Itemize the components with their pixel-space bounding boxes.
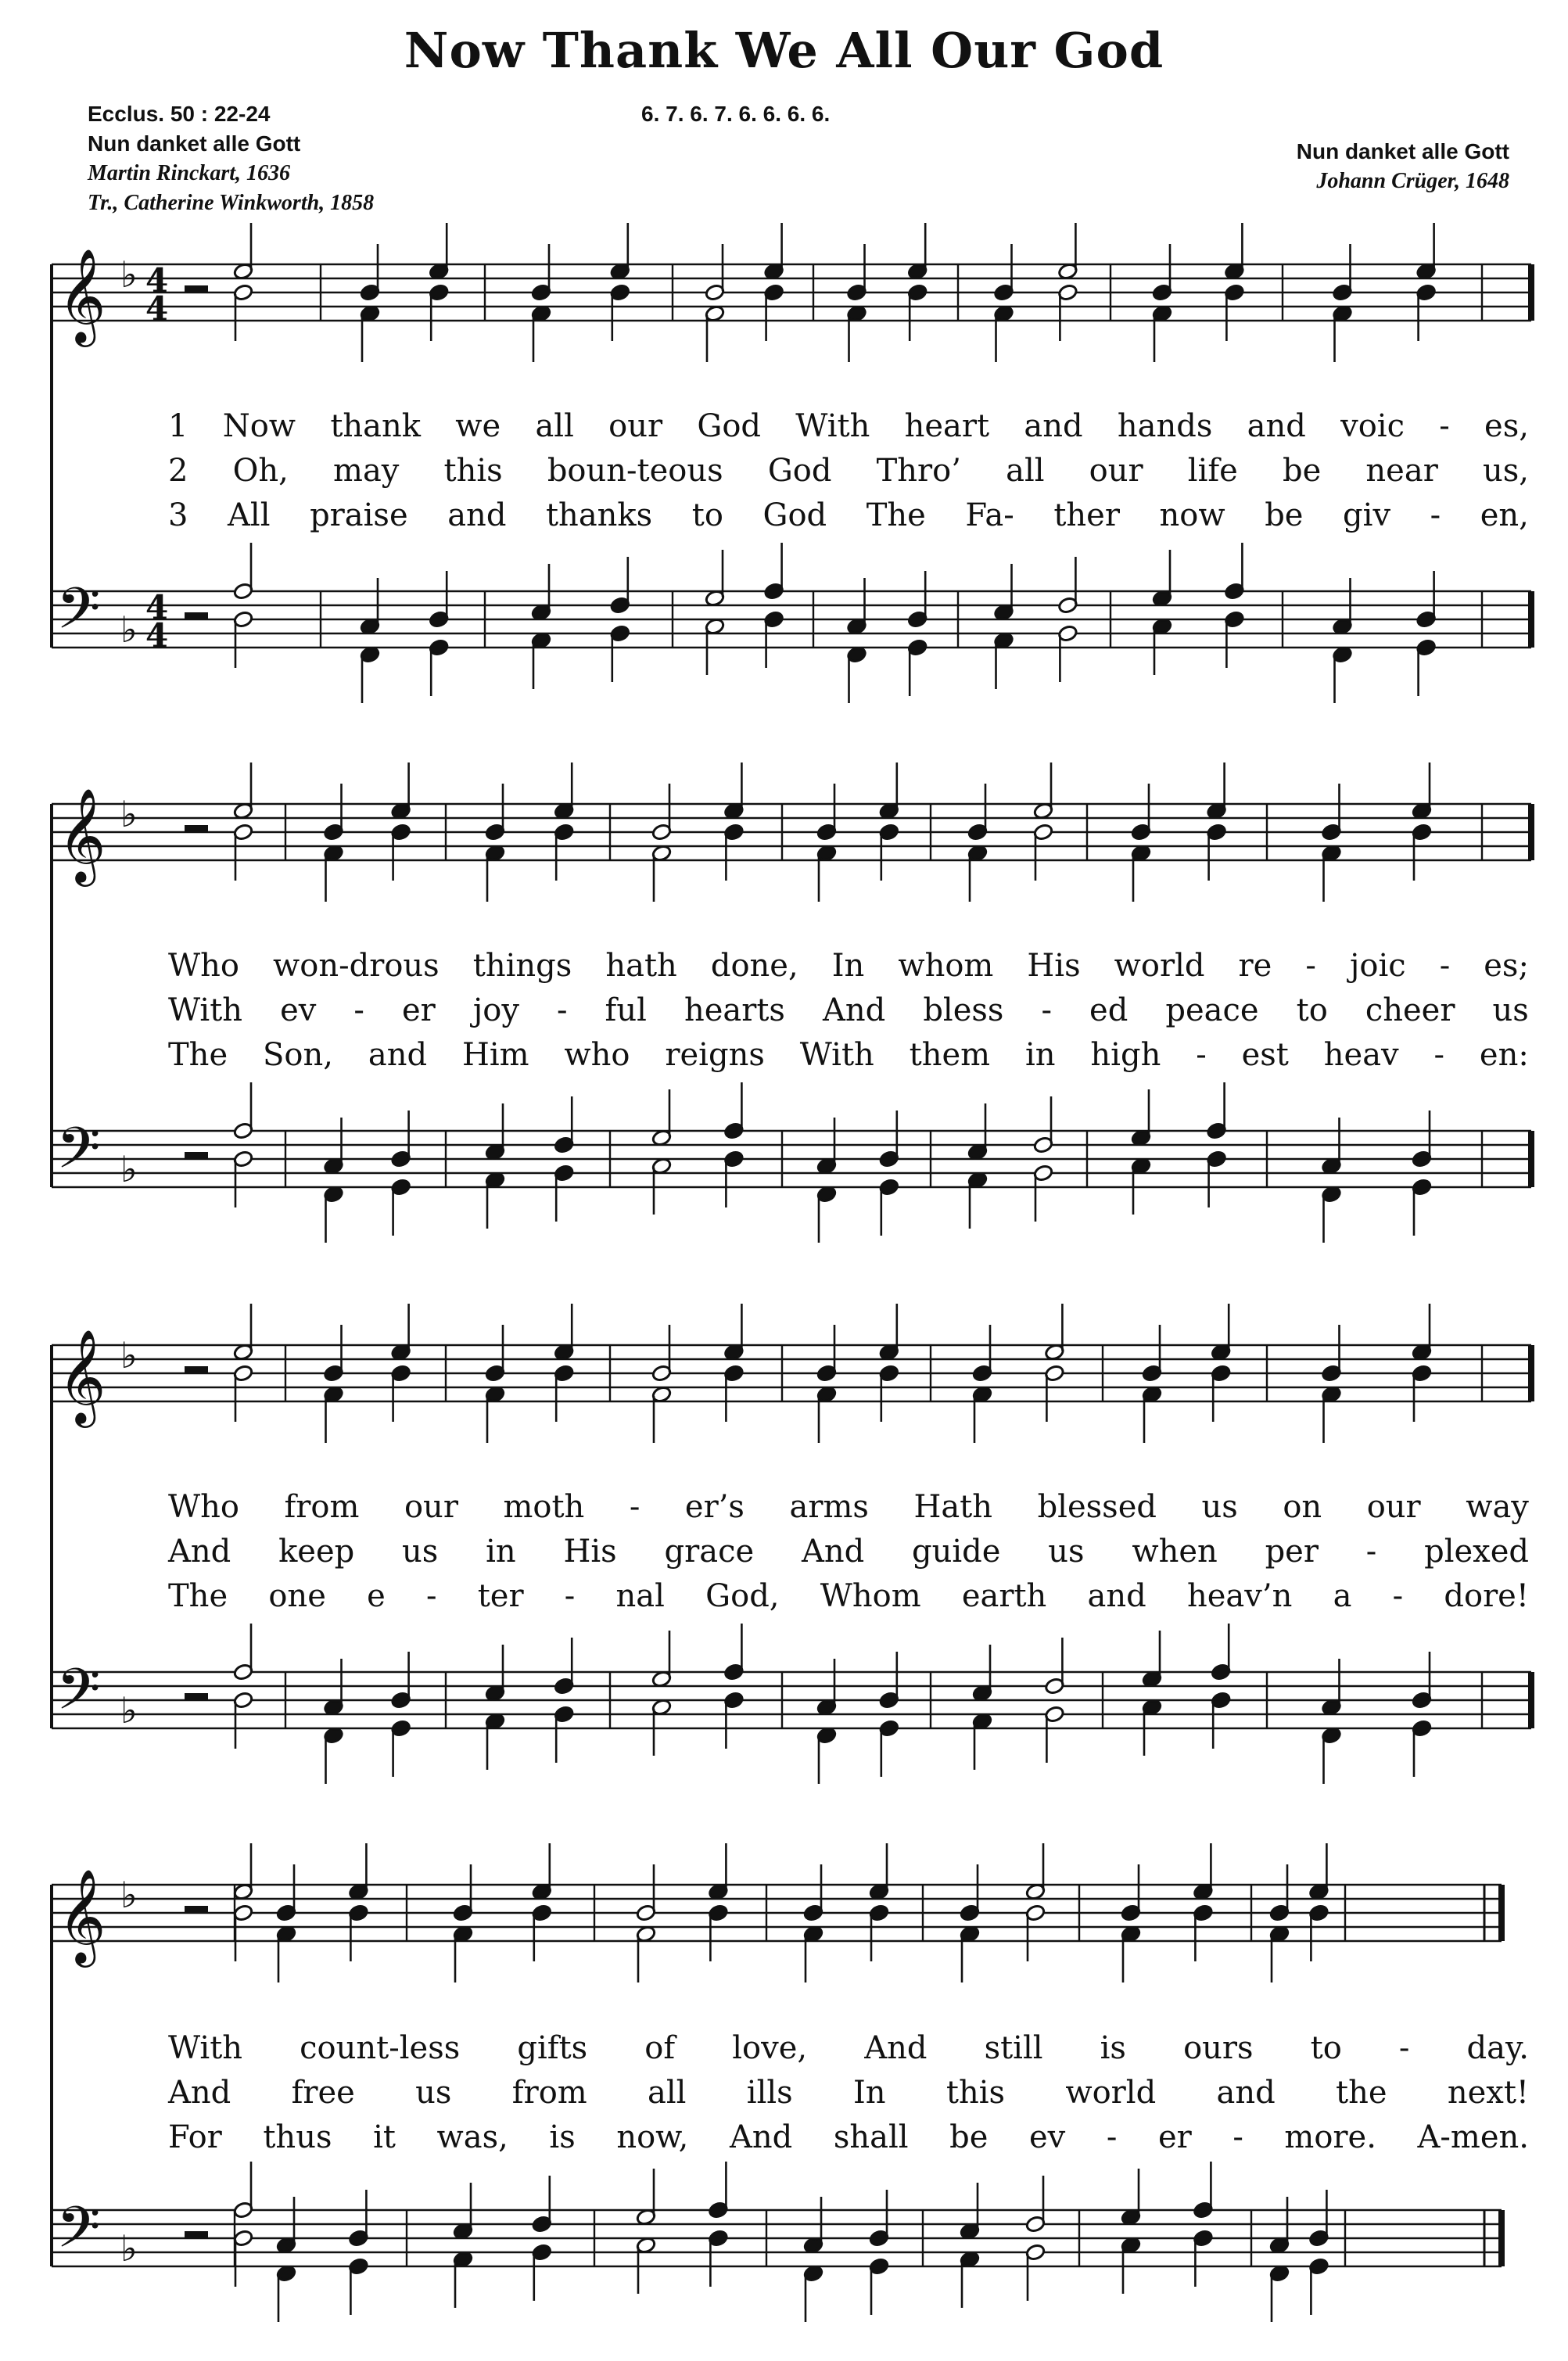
lyric-word: And bbox=[168, 1534, 231, 1570]
lyric-word: - bbox=[425, 1578, 437, 1614]
half-rest bbox=[185, 1366, 208, 1372]
lyric-word: us bbox=[1201, 1489, 1238, 1525]
flat-icon: ♭ bbox=[120, 1688, 138, 1731]
lyric-line-1-3 bbox=[168, 497, 1529, 533]
lyric-word: now bbox=[1159, 497, 1225, 533]
lyric-word: The bbox=[168, 1037, 228, 1073]
lyric-word: moth bbox=[503, 1489, 585, 1525]
lyric-word: The bbox=[168, 1578, 228, 1614]
lyric-word: our bbox=[1366, 1489, 1421, 1525]
lyric-word: hath bbox=[605, 948, 677, 984]
lyric-word: who bbox=[564, 1037, 630, 1073]
lyric-word: - bbox=[556, 992, 568, 1028]
treble-clef-icon: 𝄞 bbox=[58, 787, 106, 883]
lyric-word: reigns bbox=[665, 1037, 765, 1073]
lyric-word: ther bbox=[1053, 497, 1120, 533]
treble-clef-icon: 𝄞 bbox=[58, 1868, 106, 1964]
lyric-word: plexed bbox=[1424, 1534, 1529, 1570]
lyric-word: more. bbox=[1284, 2119, 1376, 2155]
bass-clef-icon: 𝄢 bbox=[56, 1656, 101, 1737]
lyric-word: - bbox=[1196, 1037, 1207, 1073]
tune-name: Nun danket alle Gott bbox=[1296, 139, 1509, 163]
scripture-reference: Ecclus. 50 : 22-24 bbox=[88, 102, 271, 126]
lyric-word: us bbox=[415, 2075, 452, 2111]
lyric-word: With bbox=[168, 2030, 243, 2066]
lyric-word: way bbox=[1466, 1489, 1529, 1525]
bass-clef-icon: 𝄢 bbox=[56, 2194, 101, 2275]
lyric-word: world bbox=[1114, 948, 1205, 984]
lyric-word: and bbox=[368, 1037, 428, 1073]
half-rest bbox=[185, 1152, 208, 1158]
lyric-word: With bbox=[168, 992, 243, 1028]
lyric-line-4-3 bbox=[168, 2119, 1529, 2155]
lyric-word: be bbox=[949, 2119, 989, 2155]
lyric-word: our bbox=[404, 1489, 458, 1525]
composer: Johann Crüger, 1648 bbox=[1316, 169, 1509, 193]
lyric-word: en, bbox=[1480, 497, 1529, 533]
flat-icon: ♭ bbox=[120, 792, 138, 835]
flat-icon: ♭ bbox=[120, 253, 138, 296]
lyric-word: gifts bbox=[517, 2030, 588, 2066]
lyric-word: thanks bbox=[545, 497, 653, 533]
lyric-word: - bbox=[629, 1489, 640, 1525]
lyric-word: day. bbox=[1466, 2030, 1529, 2066]
half-rest bbox=[185, 285, 208, 292]
lyric-line-1-2 bbox=[168, 453, 1529, 489]
lyric-word: was, bbox=[436, 2119, 508, 2155]
lyric-word: With bbox=[799, 1037, 874, 1073]
lyric-word: - bbox=[1398, 2030, 1410, 2066]
lyric-word: joy bbox=[472, 992, 519, 1028]
lyric-word: giv bbox=[1343, 497, 1391, 533]
lyric-word: dore! bbox=[1444, 1578, 1529, 1614]
lyric-word: from bbox=[284, 1489, 360, 1525]
half-rest bbox=[185, 612, 208, 619]
flat-icon: ♭ bbox=[120, 608, 138, 651]
lyric-word: 2 bbox=[168, 453, 188, 489]
lyric-word: world bbox=[1065, 2075, 1157, 2111]
lyric-word: blessed bbox=[1037, 1489, 1157, 1525]
lyric-word: er bbox=[401, 992, 436, 1028]
lyric-word: arms bbox=[789, 1489, 869, 1525]
lyric-word: done, bbox=[710, 948, 798, 984]
lyric-word: ed bbox=[1089, 992, 1128, 1028]
lyric-word: now, bbox=[616, 2119, 689, 2155]
lyric-word: Him bbox=[461, 1037, 529, 1073]
lyric-word: Who bbox=[168, 948, 239, 984]
lyric-word: heart bbox=[904, 408, 990, 444]
lyric-word: - bbox=[353, 992, 364, 1028]
flat-icon: ♭ bbox=[120, 2226, 138, 2270]
half-rest bbox=[185, 1906, 208, 1912]
lyric-word: all bbox=[1006, 453, 1045, 489]
lyric-line-2-2 bbox=[168, 992, 1529, 1028]
lyric-word: them bbox=[909, 1037, 991, 1073]
time-signature: 4 bbox=[145, 289, 169, 328]
lyric-word: us bbox=[402, 1534, 439, 1570]
lyric-line-2-1 bbox=[168, 948, 1529, 984]
lyric-word: peace bbox=[1165, 992, 1259, 1028]
lyric-word: in bbox=[1024, 1037, 1056, 1073]
lyric-line-4-2 bbox=[168, 2075, 1529, 2111]
lyric-line-3-2 bbox=[168, 1534, 1529, 1570]
lyric-word: a bbox=[1333, 1578, 1352, 1614]
lyric-word: ours bbox=[1183, 2030, 1254, 2066]
lyric-word: ter bbox=[477, 1578, 524, 1614]
lyric-word: Whom bbox=[820, 1578, 921, 1614]
lyric-word: God, bbox=[705, 1578, 780, 1614]
lyric-word: - bbox=[1106, 2119, 1118, 2155]
lyric-word: love, bbox=[732, 2030, 808, 2066]
lyric-word: And bbox=[729, 2119, 793, 2155]
lyric-word: Fa- bbox=[965, 497, 1014, 533]
lyric-word: bless bbox=[923, 992, 1004, 1028]
words-title: Nun danket alle Gott bbox=[88, 131, 301, 156]
time-signature: 4 bbox=[145, 261, 169, 300]
lyric-word: us bbox=[1492, 992, 1529, 1028]
flat-icon: ♭ bbox=[120, 1147, 138, 1190]
lyric-word: Hath bbox=[913, 1489, 993, 1525]
lyric-word: In bbox=[831, 948, 865, 984]
lyric-word: All bbox=[228, 497, 271, 533]
lyric-word: es, bbox=[1484, 408, 1529, 444]
half-rest bbox=[185, 825, 208, 831]
lyric-word: to bbox=[1310, 2030, 1342, 2066]
lyric-line-1-1 bbox=[168, 408, 1529, 444]
lyric-word: whom bbox=[898, 948, 994, 984]
hymn-title: Now Thank We All Our God bbox=[404, 22, 1164, 79]
lyric-word: hearts bbox=[684, 992, 785, 1028]
lyric-word: - bbox=[1439, 948, 1451, 984]
lyric-word: us bbox=[1048, 1534, 1085, 1570]
lyric-word: of bbox=[644, 2030, 676, 2066]
lyric-word: The bbox=[866, 497, 926, 533]
lyric-word: next! bbox=[1447, 2075, 1529, 2111]
lyric-word: God bbox=[767, 453, 832, 489]
lyric-word: Son, bbox=[263, 1037, 333, 1073]
lyric-word: earth bbox=[961, 1578, 1047, 1614]
lyric-word: heav’n bbox=[1186, 1578, 1293, 1614]
lyric-word: and bbox=[1087, 1578, 1146, 1614]
lyric-word: And bbox=[801, 1534, 865, 1570]
lyric-word: still bbox=[984, 2030, 1043, 2066]
lyric-word: the bbox=[1336, 2075, 1387, 2111]
lyric-word: re bbox=[1238, 948, 1272, 984]
lyric-word: and bbox=[1247, 408, 1306, 444]
lyric-word: ills bbox=[746, 2075, 793, 2111]
lyric-word: count-less bbox=[300, 2030, 461, 2066]
lyric-word: - bbox=[564, 1578, 576, 1614]
translator: Tr., Catherine Winkworth, 1858 bbox=[88, 191, 375, 215]
lyric-word: one bbox=[268, 1578, 326, 1614]
lyric-word: With bbox=[795, 408, 870, 444]
lyric-word: our bbox=[608, 408, 663, 444]
lyric-word: For bbox=[168, 2119, 222, 2155]
lyric-word: And bbox=[168, 2075, 231, 2111]
half-rest bbox=[185, 2231, 208, 2237]
lyric-word: to bbox=[1296, 992, 1328, 1028]
treble-clef-icon: 𝄞 bbox=[58, 1328, 106, 1424]
lyric-word: shall bbox=[833, 2119, 909, 2155]
lyric-word: 3 bbox=[168, 497, 188, 533]
lyric-word: heav bbox=[1323, 1037, 1399, 1073]
lyric-word: And bbox=[823, 992, 886, 1028]
lyric-word: on bbox=[1283, 1489, 1322, 1525]
lyric-word: thus bbox=[263, 2119, 332, 2155]
lyric-line-3-3 bbox=[168, 1578, 1529, 1614]
lyric-word: all bbox=[648, 2075, 687, 2111]
lyric-word: is bbox=[549, 2119, 576, 2155]
lyric-word: His bbox=[563, 1534, 617, 1570]
bass-clef-icon: 𝄢 bbox=[56, 575, 101, 656]
lyric-word: hands bbox=[1117, 408, 1213, 444]
lyric-word: us, bbox=[1482, 453, 1529, 489]
lyric-word: joic bbox=[1349, 948, 1406, 984]
lyric-word: to bbox=[691, 497, 723, 533]
lyric-word: from bbox=[511, 2075, 587, 2111]
lyric-word: when bbox=[1132, 1534, 1218, 1570]
lyric-word: A-men. bbox=[1417, 2119, 1529, 2155]
lyric-word: it bbox=[373, 2119, 396, 2155]
lyric-word: - bbox=[1433, 1037, 1445, 1073]
lyric-word: per bbox=[1265, 1534, 1319, 1570]
lyric-word: high bbox=[1090, 1037, 1161, 1073]
lyric-word: His bbox=[1027, 948, 1081, 984]
lyric-word: est bbox=[1241, 1037, 1289, 1073]
lyric-word: en: bbox=[1479, 1037, 1529, 1073]
lyric-word: we bbox=[455, 408, 501, 444]
lyric-word: er bbox=[1157, 2119, 1192, 2155]
lyric-word: - bbox=[1233, 2119, 1243, 2155]
lyric-word: this bbox=[443, 453, 503, 489]
lyric-word: - bbox=[1305, 948, 1316, 984]
lyric-word: And bbox=[864, 2030, 928, 2066]
lyric-word: In bbox=[853, 2075, 886, 2111]
lyric-word: - bbox=[1365, 1534, 1377, 1570]
flat-icon: ♭ bbox=[120, 1333, 138, 1376]
lyric-word: and bbox=[447, 497, 507, 533]
lyric-word: guide bbox=[912, 1534, 1001, 1570]
time-signature: 4 bbox=[145, 588, 169, 627]
lyric-word: ful bbox=[605, 992, 647, 1028]
flat-icon: ♭ bbox=[120, 1873, 138, 1916]
lyric-word: 1 bbox=[168, 408, 188, 444]
lyric-word: our bbox=[1089, 453, 1143, 489]
lyric-word: keep bbox=[278, 1534, 355, 1570]
lyric-word: cheer bbox=[1365, 992, 1455, 1028]
lyric-word: praise bbox=[310, 497, 408, 533]
lyric-word: this bbox=[945, 2075, 1006, 2111]
lyric-line-3-1 bbox=[168, 1489, 1529, 1525]
lyric-word: - bbox=[1041, 992, 1052, 1028]
lyric-word: Now bbox=[222, 408, 296, 444]
lyric-word: in bbox=[486, 1534, 516, 1570]
lyric-word: won-drous bbox=[273, 948, 440, 984]
lyric-word: - bbox=[1392, 1578, 1404, 1614]
lyric-word: - bbox=[1439, 408, 1450, 444]
treble-clef-icon: 𝄞 bbox=[58, 247, 106, 343]
meter: 6. 7. 6. 7. 6. 6. 6. 6. bbox=[641, 102, 831, 126]
lyric-word: - bbox=[1430, 497, 1441, 533]
lyric-word: God bbox=[762, 497, 827, 533]
lyric-word: and bbox=[1216, 2075, 1276, 2111]
lyric-word: thank bbox=[330, 408, 421, 444]
lyric-word: Oh, bbox=[232, 453, 289, 489]
author: Martin Rinckart, 1636 bbox=[88, 161, 291, 185]
lyric-word: God bbox=[697, 408, 762, 444]
lyric-word: nal bbox=[615, 1578, 665, 1614]
lyric-word: is bbox=[1100, 2030, 1126, 2066]
lyric-word: ev bbox=[1028, 2119, 1066, 2155]
lyric-word: er’s bbox=[684, 1489, 745, 1525]
lyric-word: may bbox=[333, 453, 400, 489]
lyric-word: ev bbox=[280, 992, 317, 1028]
bass-clef-icon: 𝄢 bbox=[56, 1114, 101, 1196]
lyric-word: voic bbox=[1340, 408, 1405, 444]
lyric-line-4-1 bbox=[168, 2030, 1529, 2066]
lyric-word: e bbox=[367, 1578, 386, 1614]
lyric-word: life bbox=[1187, 453, 1238, 489]
lyric-word: Who bbox=[168, 1489, 239, 1525]
lyric-word: free bbox=[291, 2075, 355, 2111]
lyric-word: be bbox=[1265, 497, 1304, 533]
lyric-word: near bbox=[1365, 453, 1438, 489]
lyric-word: boun-teous bbox=[547, 453, 723, 489]
lyric-word: all bbox=[535, 408, 574, 444]
lyric-word: and bbox=[1024, 408, 1083, 444]
half-rest bbox=[185, 1693, 208, 1699]
lyric-word: grace bbox=[664, 1534, 755, 1570]
time-signature: 4 bbox=[145, 616, 169, 655]
lyric-word: Thro’ bbox=[876, 453, 961, 489]
lyric-word: be bbox=[1282, 453, 1322, 489]
lyric-word: es; bbox=[1484, 948, 1529, 984]
lyric-word: things bbox=[472, 948, 572, 984]
lyric-line-2-3 bbox=[168, 1037, 1529, 1073]
